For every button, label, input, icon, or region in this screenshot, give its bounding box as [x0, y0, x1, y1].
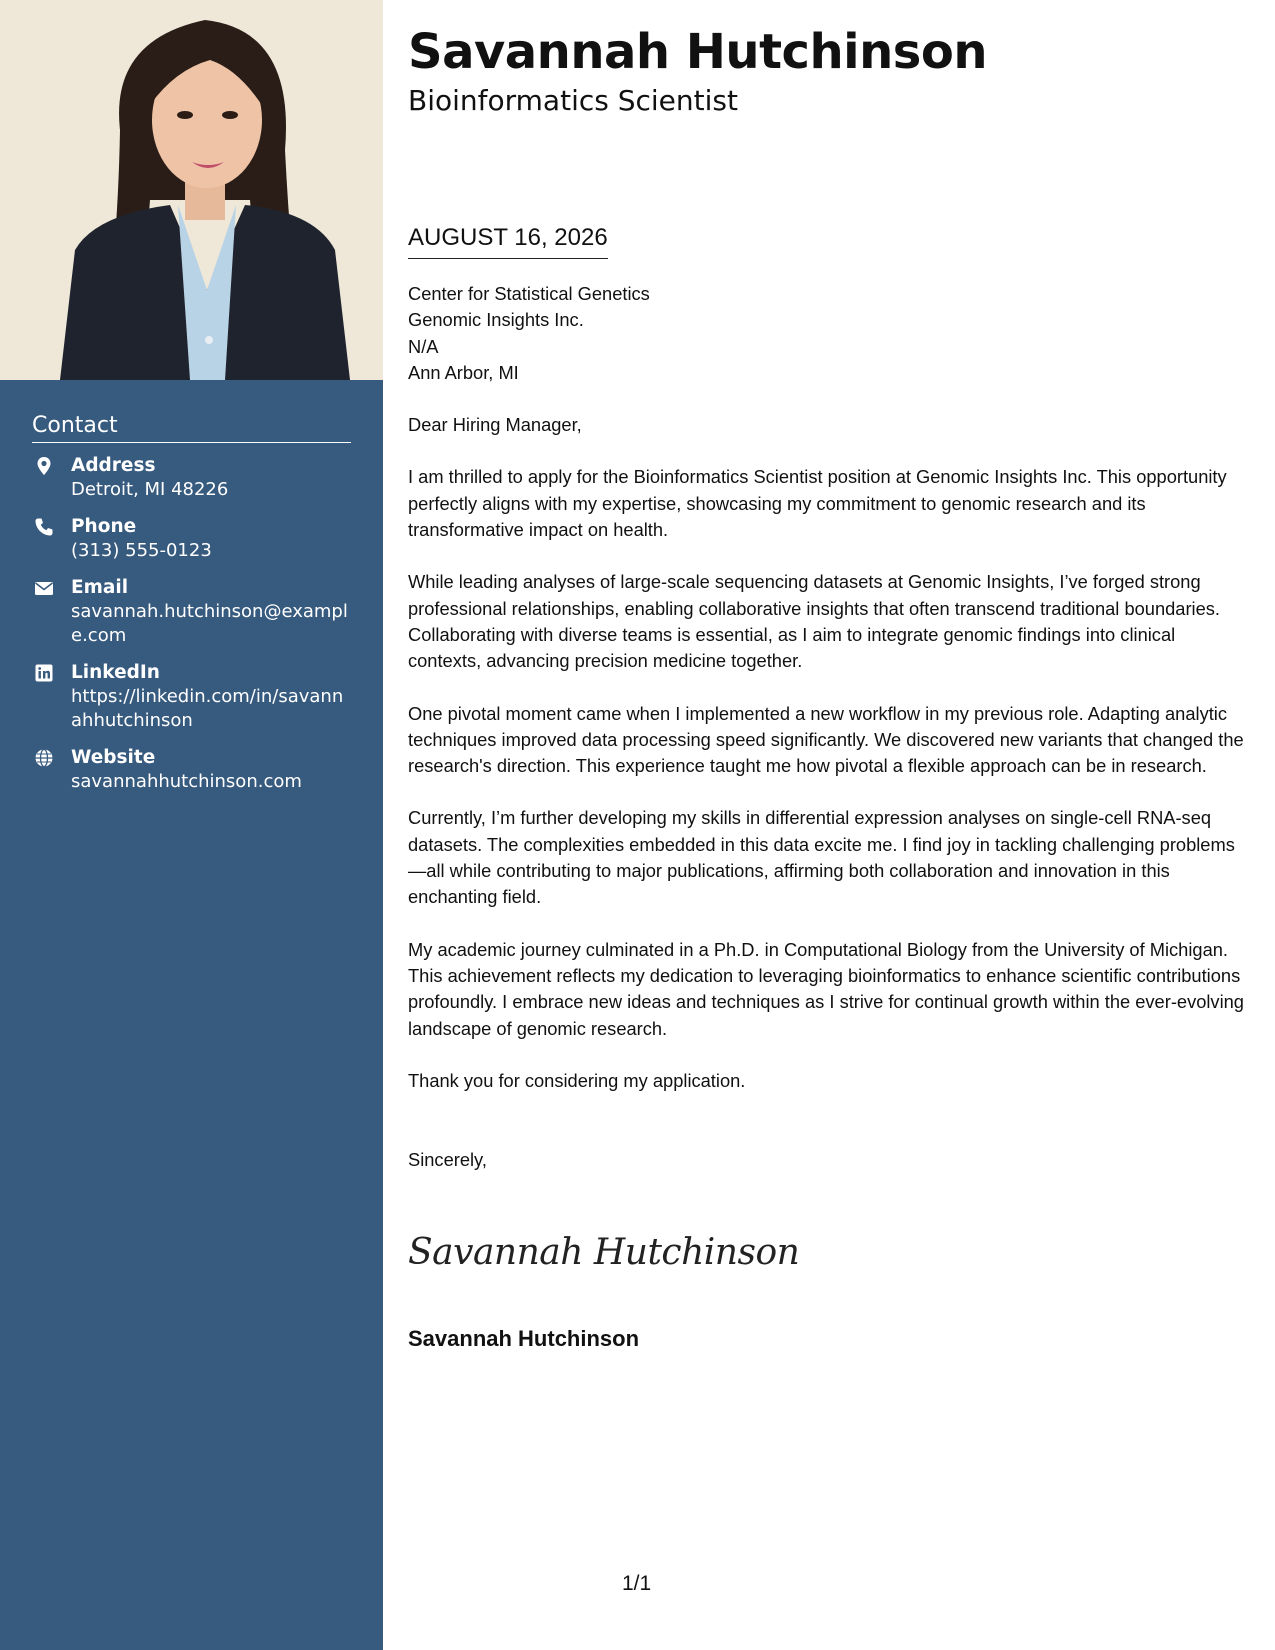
contact-address	[32, 453, 351, 502]
contact-heading: Contact	[32, 413, 351, 443]
paragraph: My academic journey culminated in a Ph.D. in Computational Biology from the University of Michigan. This achievement reflects my dedication to leveraging bioinformatics to enhance scientific contributions profoundly. I embrace new ideas and techniques as I strive for continual growth within the ever-evolving landscape of genomic research.	[408, 938, 1244, 1039]
contact-value: Detroit, MI 48226	[71, 479, 229, 500]
paragraph: Currently, I’m further developing my skills in differential expression analyses on single-cell RNA-seq datasets. The complexities embedded in this data excite me. I find joy in tackling challenging problems—all while contributing to major publications, affirming both collaboration and innovation in this enchanting field.	[408, 807, 1235, 908]
greeting: Dear Hiring Manager,	[408, 414, 582, 436]
paragraph: I am thrilled to apply for the Bioinformatics Scientist position at Genomic Insights Inc. This opportunity perfectly aligns with my expertise, showcasing my commitment to genomic research and its transformative impact on health.	[408, 466, 1227, 541]
applicant-role: Bioinformatics Scientist	[408, 84, 738, 117]
email-link[interactable]: savannah.hutchinson@example.com	[71, 601, 348, 646]
applicant-name: Savannah Hutchinson	[408, 24, 988, 80]
map-pin-icon	[34, 456, 54, 476]
paragraph: One pivotal moment came when I implemented a new workflow in my previous role. Adapting analytic techniques improved data processing speed significantly. We discovered new variants that changed the research's direction. This experience taught me how pivotal a flexible approach can be in research.	[408, 702, 1244, 777]
recipient-line: N/A	[408, 335, 439, 357]
linkedin-icon	[34, 663, 54, 683]
recipient-line: Center for Statistical Genetics	[408, 283, 650, 304]
contact-phone	[32, 514, 351, 563]
envelope-icon	[34, 578, 54, 598]
contact-label: Address	[71, 455, 156, 476]
closing: Sincerely,	[408, 1149, 487, 1171]
recipient-line: Genomic Insights Inc.	[408, 309, 584, 331]
signature: Savannah Hutchinson	[408, 1232, 800, 1273]
recipient-block	[408, 281, 1253, 386]
contact-label: Phone	[71, 516, 137, 537]
linkedin-link[interactable]: https://linkedin.com/in/savannahhutchinson	[71, 686, 344, 731]
contact-linkedin	[32, 660, 351, 733]
signer-name: Savannah Hutchinson	[408, 1326, 640, 1351]
paragraph: While leading analyses of large-scale sequencing datasets at Genomic Insights, I’ve forged strong professional relationships, enabling collaborative insights that often transcend traditional boundaries. Collaborating with diverse teams is essential, as I aim to integrate genomic findings into clinical contexts, advancing precision medicine together.	[408, 571, 1220, 672]
letter-body	[408, 281, 1253, 1173]
contact-website	[32, 745, 351, 794]
contact-label: Website	[71, 747, 156, 768]
globe-icon	[34, 748, 54, 768]
recipient-line: Ann Arbor, MI	[408, 361, 519, 383]
letter-date: AUGUST 16, 2026	[408, 224, 608, 259]
sidebar	[0, 0, 383, 1650]
contact-value: (313) 555-0123	[71, 540, 212, 561]
contact-label: LinkedIn	[71, 662, 160, 683]
profile-photo	[0, 0, 383, 380]
phone-icon	[34, 517, 54, 537]
contact-section	[32, 413, 351, 806]
website-link[interactable]: savannahhutchinson.com	[71, 771, 302, 792]
page-number: 1/1	[622, 1572, 652, 1595]
contact-email	[32, 575, 351, 648]
paragraph: Thank you for considering my application.	[408, 1069, 746, 1091]
contact-label: Email	[71, 577, 129, 598]
